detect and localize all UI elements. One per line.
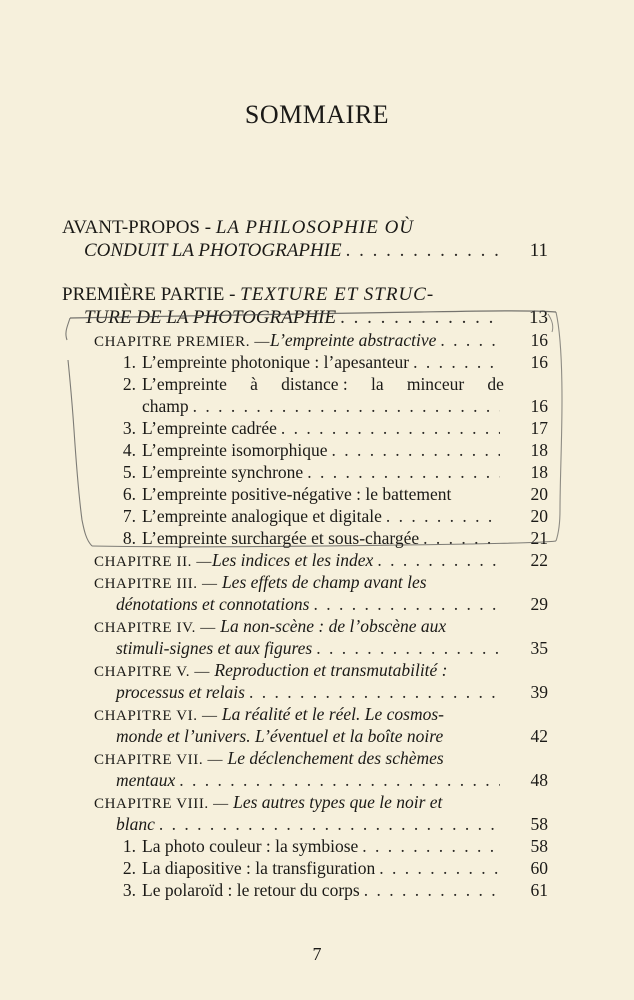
leader-dots (307, 461, 500, 483)
chapter-label: CHAPITRE VI. — (94, 708, 222, 724)
page-ref-chapitre-7: 48 (530, 770, 548, 790)
toc-entry-avant-propos-line2 (84, 240, 504, 262)
toc-item-2-line1 (110, 373, 504, 395)
chapter-title-line2: blanc (116, 814, 155, 834)
item-title: L’empreinte isomorphique (142, 440, 328, 460)
page-ref-item: 20 (530, 484, 548, 504)
toc-entry-chapitre-7-line1 (94, 747, 504, 769)
page-ref-item: 20 (530, 506, 548, 526)
chapter-title-line2: mentaux (116, 770, 176, 790)
toc-entry-chapitre-5-line1 (94, 659, 504, 681)
item-number: 6. (122, 484, 136, 504)
page-ref-chapitre-8: 58 (530, 814, 548, 834)
item-number: 4. (122, 440, 136, 460)
leader-dots (313, 593, 500, 615)
page-ref-avant-propos: 11 (529, 240, 548, 261)
page-ref-item: 16 (530, 396, 548, 416)
item-title: champ (142, 396, 189, 416)
item-title-word: à (250, 374, 258, 394)
item-title-word: de (487, 374, 504, 394)
chapter-label: CHAPITRE V. — (94, 664, 215, 680)
item-number: 8. (122, 528, 136, 548)
leader-dots (377, 549, 500, 571)
premiere-partie-title-line2: TURE DE LA PHOTOGRAPHIE (84, 307, 337, 328)
toc-item-ch8-3 (110, 879, 504, 901)
toc-entry-chapitre-8-line1 (94, 791, 504, 813)
chapter-label: CHAPITRE PREMIER. — (94, 334, 270, 350)
chapter-title-line2: monde et l’univers. L’éventuel et la boîte noire (116, 726, 444, 746)
chapter-title: L’empreinte abstractive (270, 330, 437, 350)
leader-dots (346, 240, 500, 262)
item-title: L’empreinte positive-négative : le battement (142, 484, 452, 504)
leader-dots (179, 769, 500, 791)
page-ref-chapitre-4: 35 (530, 638, 548, 658)
leader-dots (423, 527, 500, 549)
separator: - (200, 217, 216, 238)
toc-item-2-line2 (142, 395, 504, 417)
toc-entry-chapitre-5-line2 (116, 681, 504, 703)
leader-dots (364, 879, 500, 901)
premiere-partie-title-line1: TEXTURE ET STRUC- (240, 284, 435, 305)
toc-entry-chapitre-6-line2 (116, 725, 504, 747)
item-title: L’empreinte synchrone (142, 462, 304, 482)
leader-dots (193, 395, 500, 417)
toc-entry-chapitre-3-line2 (116, 593, 504, 615)
item-title-word: la (370, 374, 384, 394)
chapter-title-line1: La non-scène : de l’obscène aux (220, 616, 447, 636)
chapter-title-line1: Reproduction et transmutabilité : (214, 660, 448, 680)
page-ref-chapitre-6: 42 (530, 726, 548, 746)
chapter-title-line1: La réalité et le réel. Le cosmos- (221, 704, 445, 724)
item-title: La photo couleur : la symbiose (142, 836, 359, 856)
leader-dots (413, 351, 500, 373)
premiere-partie-label: PREMIÈRE PARTIE (62, 284, 225, 305)
leader-dots (332, 439, 501, 461)
item-number: 2. (122, 858, 136, 878)
item-title: L’empreinte analogique et digitale (142, 506, 382, 526)
avant-propos-title-line1: LA PHILOSOPHIE OÙ (215, 217, 415, 238)
toc-entry-chapitre-3-line1 (94, 571, 504, 593)
toc-entry-chapitre-8-line2 (116, 813, 504, 835)
leader-dots (386, 505, 500, 527)
chapter-label: CHAPITRE IV. — (94, 620, 221, 636)
chapter-title-line1: Le déclenchement des schèmes (227, 748, 444, 768)
item-title-word: minceur (406, 374, 465, 394)
leader-dots (281, 417, 500, 439)
toc-item-6 (110, 483, 504, 505)
leader-dots (340, 307, 500, 329)
leader-dots (249, 681, 500, 703)
leader-dots (362, 835, 500, 857)
toc-item-3 (110, 417, 504, 439)
page-ref-chapitre-3: 29 (530, 594, 548, 614)
toc-entry-avant-propos-line1 (62, 217, 504, 239)
item-title-word: distance : (281, 374, 348, 394)
item-title: L’empreinte photonique : l’apesanteur (142, 352, 410, 372)
chapter-title-line1: Les effets de champ avant les (221, 572, 427, 592)
item-number: 3. (122, 418, 136, 438)
avant-propos-label: AVANT-PROPOS (62, 217, 200, 238)
page-number: 7 (312, 944, 322, 964)
chapter-label: CHAPITRE II. — (94, 554, 212, 570)
page-ref-item: 18 (530, 462, 548, 482)
item-number: 5. (122, 462, 136, 482)
item-number: 7. (122, 506, 136, 526)
page-ref-item: 18 (530, 440, 548, 460)
toc-entry-chapitre-7-line2 (116, 769, 504, 791)
chapter-label: CHAPITRE VII. — (94, 752, 228, 768)
page-ref-item: 17 (530, 418, 548, 438)
toc-item-1 (110, 351, 504, 373)
item-number: 1. (122, 352, 136, 372)
leader-dots (379, 857, 500, 879)
page-ref-item: 60 (530, 858, 548, 878)
toc-entry-premiere-partie-line2 (84, 307, 504, 329)
toc-item-ch8-2 (110, 857, 504, 879)
toc-item-8 (110, 527, 504, 549)
toc-entry-chapitre-premier (94, 329, 504, 351)
page-ref-item: 21 (530, 528, 548, 548)
chapter-title-line2: stimuli-signes et aux figures (116, 638, 313, 658)
chapter-title-line2: processus et relais (116, 682, 245, 702)
item-title-word: L’empreinte (142, 374, 227, 394)
page-ref-item: 16 (530, 352, 548, 372)
page-ref-premiere-partie: 13 (529, 307, 548, 328)
item-number: 2. (122, 374, 136, 394)
avant-propos-title-line2: CONDUIT LA PHOTOGRAPHIE (84, 240, 342, 261)
leader-dots (159, 813, 500, 835)
separator: - (224, 284, 241, 305)
item-title: La diapositive : la transfiguration (142, 858, 376, 878)
toc-entry-chapitre-2 (94, 549, 504, 571)
page-ref-chapitre-5: 39 (530, 682, 548, 702)
item-number: 3. (122, 880, 136, 900)
chapter-label: CHAPITRE III. — (94, 576, 222, 592)
leader-dots (316, 637, 500, 659)
toc-item-5 (110, 461, 504, 483)
item-number: 1. (122, 836, 136, 856)
page-ref-chapitre-2: 22 (530, 550, 548, 570)
toc-entry-chapitre-4-line1 (94, 615, 504, 637)
toc-entry-chapitre-6-line1 (94, 703, 504, 725)
item-title: L’empreinte surchargée et sous-chargée (142, 528, 420, 548)
page-ref-item: 58 (530, 836, 548, 856)
toc-item-ch8-1 (110, 835, 504, 857)
chapter-title: Les indices et les index (211, 550, 374, 570)
leader-dots (440, 329, 500, 351)
toc-item-7 (110, 505, 504, 527)
page-ref-chapitre-premier: 16 (530, 330, 548, 350)
chapter-label: CHAPITRE VIII. — (94, 796, 234, 812)
item-title: L’empreinte cadrée (142, 418, 277, 438)
chapter-title-line1: Les autres types que le noir et (233, 792, 443, 812)
toc-entry-premiere-partie-line1 (62, 284, 504, 306)
item-title: Le polaroïd : le retour du corps (142, 880, 360, 900)
page-title: SOMMAIRE (244, 100, 390, 129)
toc-entry-chapitre-4-line2 (116, 637, 504, 659)
page-ref-item: 61 (530, 880, 548, 900)
chapter-title-line2: dénotations et connotations (116, 594, 310, 614)
toc-item-4 (110, 439, 504, 461)
